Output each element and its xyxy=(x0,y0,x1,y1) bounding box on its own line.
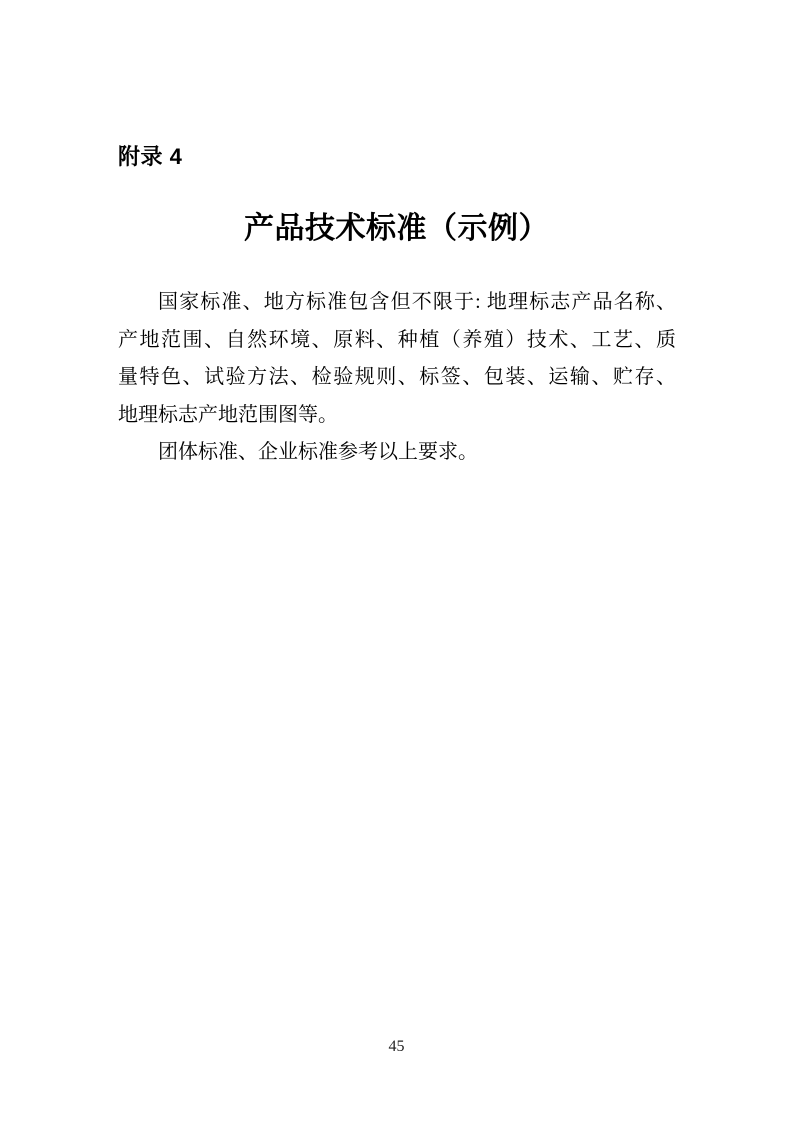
paragraph2-line-1: 团体标准、企业标准参考以上要求。 xyxy=(158,441,478,463)
paragraph1-line-1: 国家标准、地方标准包含但不限于: 地理标志产品名称、 xyxy=(158,291,676,313)
paragraph1-line-4: 地理标志产地范围图等。 xyxy=(118,403,338,426)
page-title: 产品技术标准（示例） xyxy=(244,212,549,245)
body-text xyxy=(118,284,676,472)
appendix-label: 附录 4 xyxy=(118,144,183,169)
page-number: 45 xyxy=(388,1038,405,1055)
paragraph1-line-2: 产地范围、自然环境、原料、种植（养殖）技术、工艺、质 xyxy=(118,328,676,351)
paragraph1-line-3: 量特色、试验方法、检验规则、标签、包装、运输、贮存、 xyxy=(118,366,676,388)
